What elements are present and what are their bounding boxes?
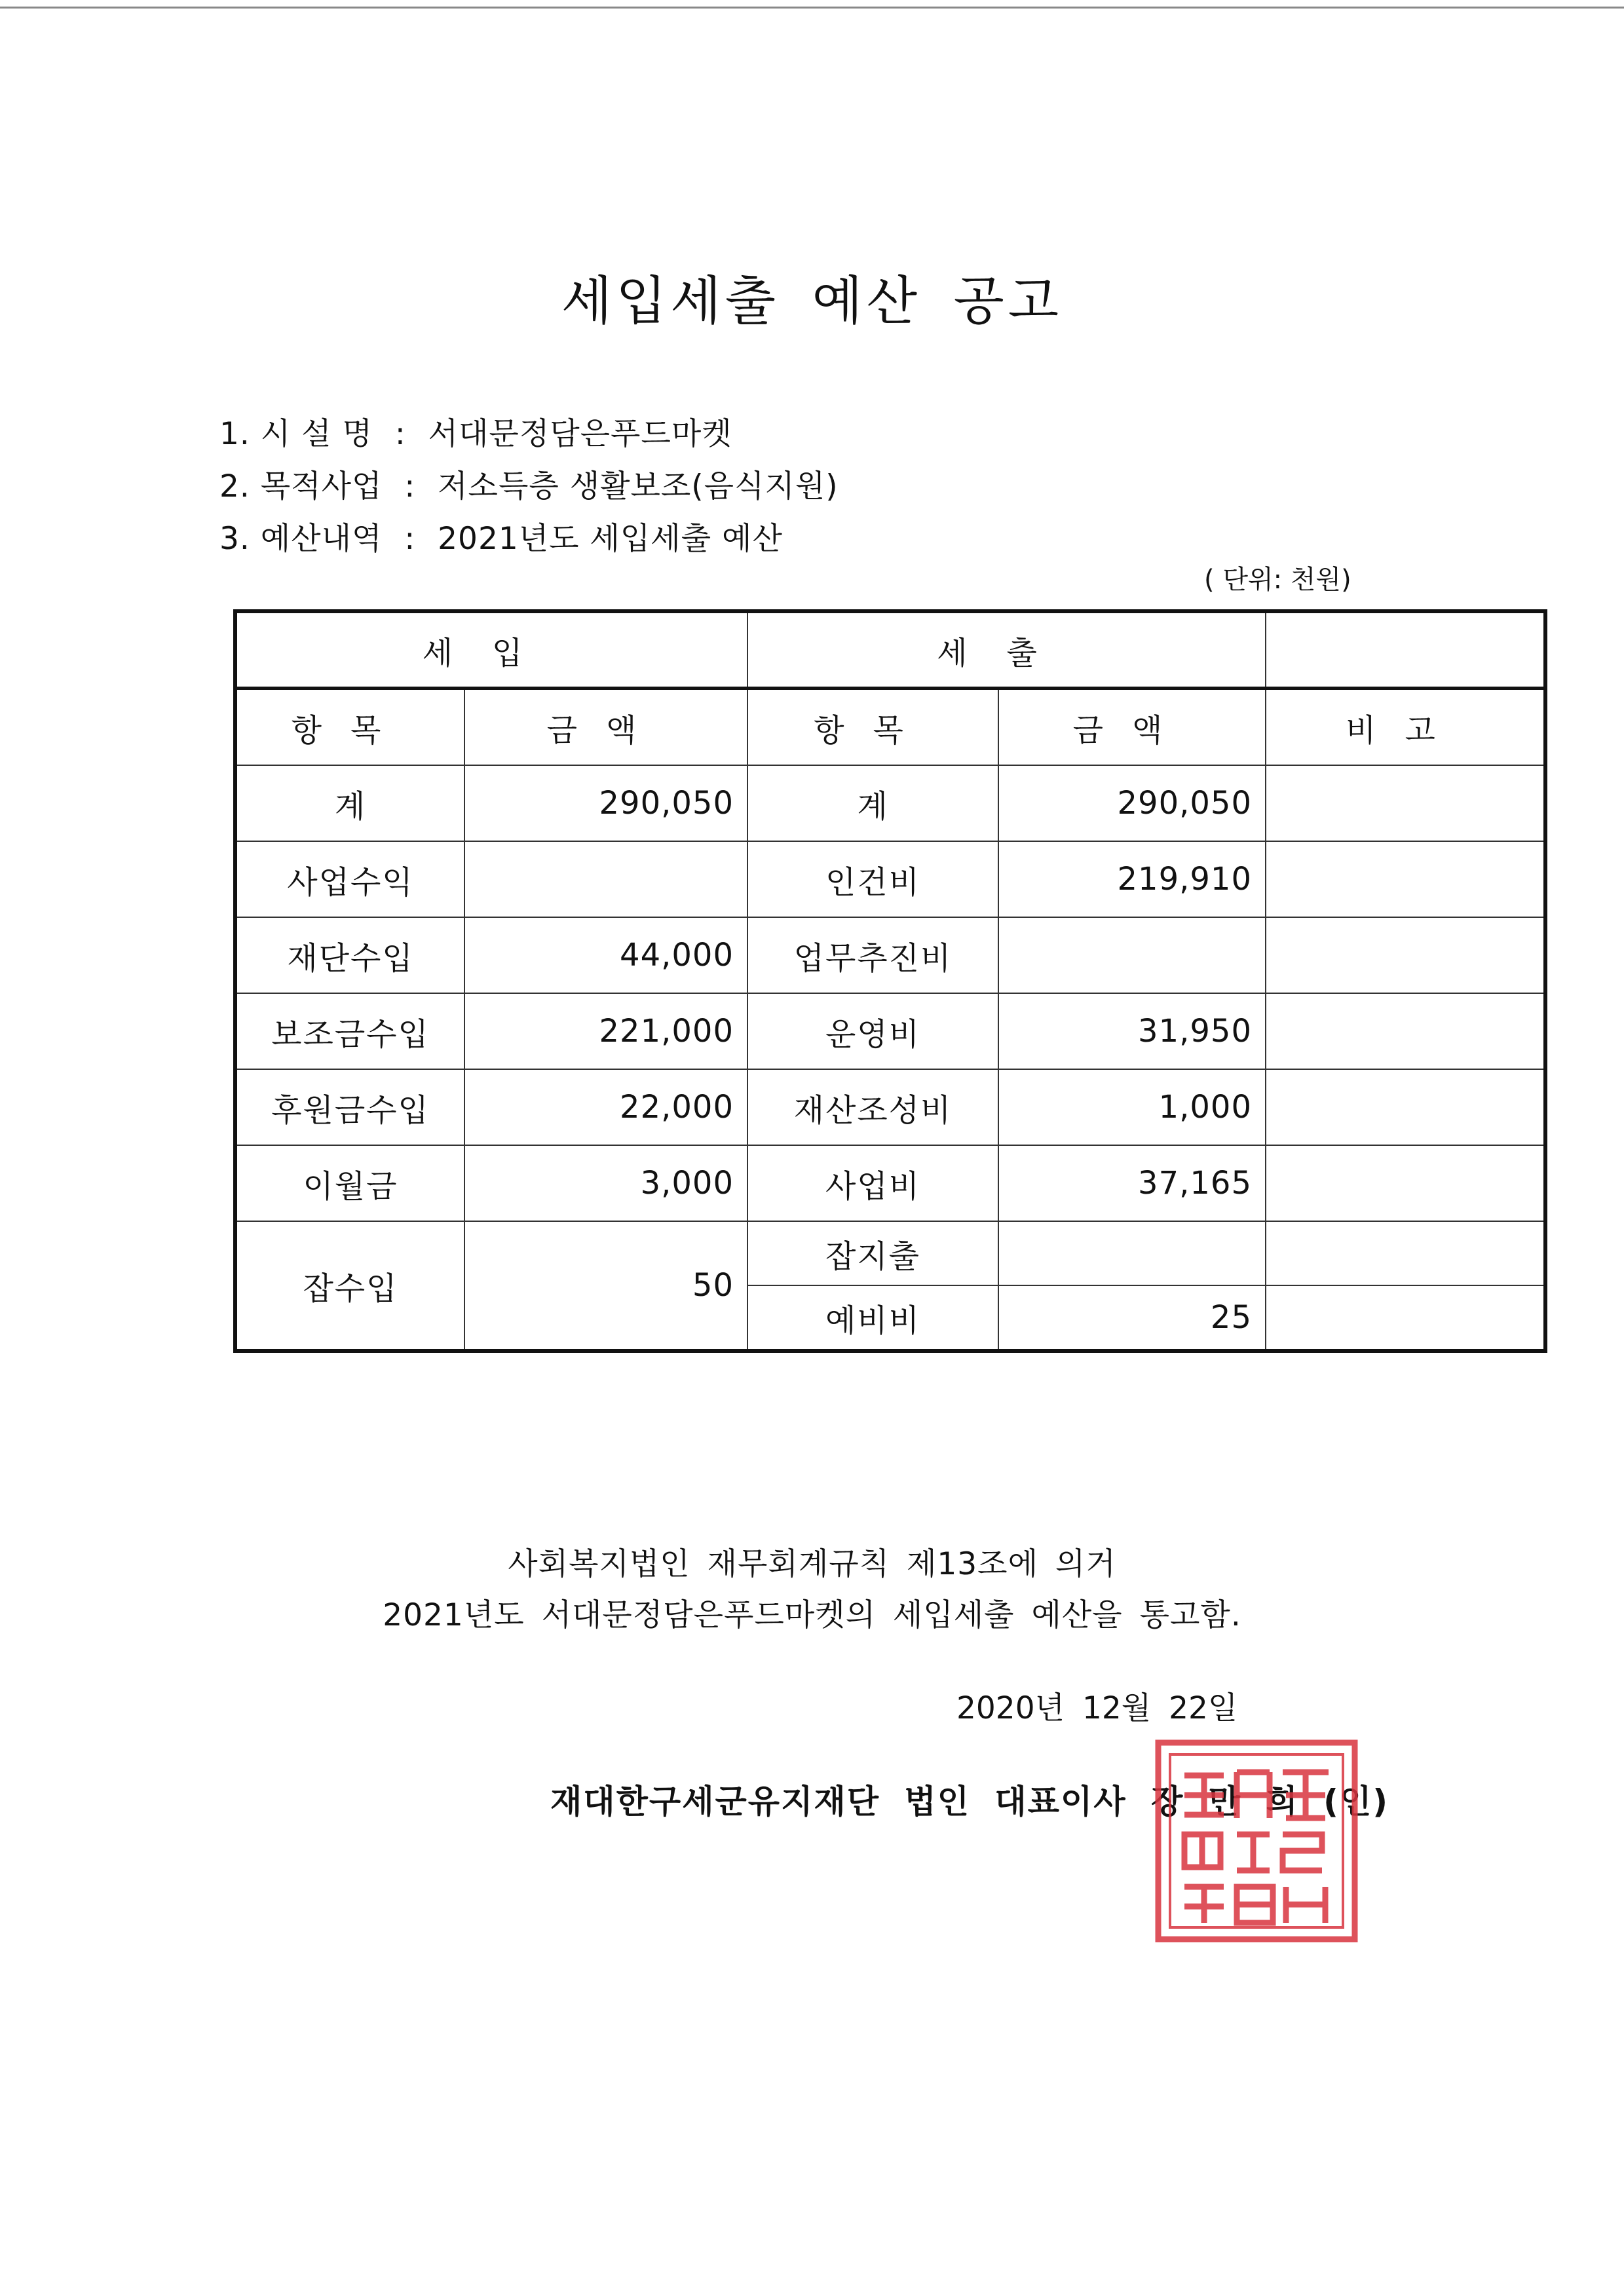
note-cell [1266,765,1545,841]
section-income: 세입 [235,611,747,689]
budget-table [233,609,1547,1353]
income-item: 잡수입 [235,1221,464,1351]
expense-amount [998,1221,1266,1285]
income-item: 보조금수입 [235,993,464,1069]
section-header-row [235,611,1545,689]
info-line-budget [219,514,783,558]
info-label: 1. 시 설 명 [219,416,373,452]
info-value: 서대문정담은푸드마켓 [428,416,732,452]
expense-item: 사업비 [747,1145,998,1221]
expense-amount [998,917,1266,993]
header-note: 비고 [1266,689,1545,766]
income-item: 재단수입 [235,917,464,993]
income-amount: 221,000 [464,993,747,1069]
income-amount: 50 [464,1221,747,1351]
expense-amount: 219,910 [998,841,1266,917]
notice-line-2: 2021년도 서대문정담은푸드마켓의 세입세출 예산을 통고함. [383,1597,1241,1633]
note-cell [1266,1221,1545,1285]
expense-amount: 25 [998,1285,1266,1351]
table-row [235,765,1545,841]
info-value: 2021년도 세입세출 예산 [438,521,783,557]
income-item: 후원금수입 [235,1069,464,1145]
expense-item: 운영비 [747,993,998,1069]
header-item: 항목 [235,689,464,766]
expense-item: 업무추진비 [747,917,998,993]
info-line-facility [219,409,732,453]
section-expense: 세출 [747,611,1266,689]
income-amount: 290,050 [464,765,747,841]
notice-line-1: 사회복지법인 재무회계규칙 제13조에 의거 [508,1546,1116,1582]
section-blank [1266,611,1545,689]
note-cell [1266,1145,1545,1221]
table-row [235,1145,1545,1221]
info-value: 저소득층 생활보조(음식지원) [438,468,839,504]
header-amount: 금액 [998,689,1266,766]
income-item: 계 [235,765,464,841]
info-separator: : [394,416,406,452]
expense-item: 계 [747,765,998,841]
info-separator: : [404,468,416,504]
income-item: 사업수익 [235,841,464,917]
column-header-row [235,689,1545,766]
expense-amount: 37,165 [998,1145,1266,1221]
scan-edge-line [0,7,1624,9]
info-line-purpose [219,462,839,506]
expense-amount: 31,950 [998,993,1266,1069]
table-row [235,1221,1545,1285]
note-cell [1266,1069,1545,1145]
income-item: 이월금 [235,1145,464,1221]
note-cell [1266,917,1545,993]
info-separator: : [404,521,416,557]
note-cell [1266,841,1545,917]
expense-item: 잡지출 [747,1221,998,1285]
signer-line: 재대한구세군유지재단 법인 대표이사 장 만 희 (인) [550,1783,1389,1821]
expense-amount: 1,000 [998,1069,1266,1145]
table-row [235,993,1545,1069]
note-cell [1266,1285,1545,1351]
expense-item: 재산조성비 [747,1069,998,1145]
info-label: 2. 목적사업 [219,468,383,504]
table-row [235,917,1545,993]
header-item: 항목 [747,689,998,766]
income-amount [464,841,747,917]
expense-item: 예비비 [747,1285,998,1351]
note-cell [1266,993,1545,1069]
income-amount: 44,000 [464,917,747,993]
table-row [235,841,1545,917]
expense-amount: 290,050 [998,765,1266,841]
official-seal-icon [1152,1736,1361,1946]
notice-date: 2020년 12월 22일 [956,1690,1238,1726]
header-amount: 금액 [464,689,747,766]
expense-item: 인건비 [747,841,998,917]
income-amount: 3,000 [464,1145,747,1221]
income-amount: 22,000 [464,1069,747,1145]
unit-note: ( 단위: 천원) [1204,565,1351,595]
page-title: 세입세출 예산 공고 [561,271,1063,332]
table-row [235,1069,1545,1145]
info-label: 3. 예산내역 [219,521,383,557]
